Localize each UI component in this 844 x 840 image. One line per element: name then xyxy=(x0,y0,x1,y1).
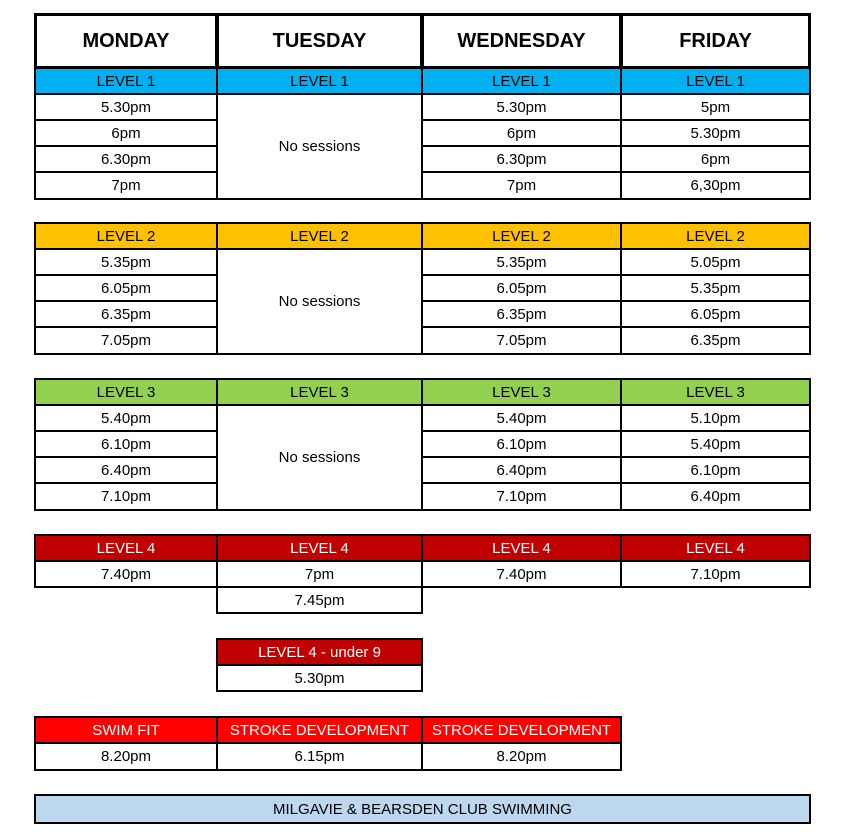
level3-monday-time: 6.10pm xyxy=(34,430,218,458)
stroke-development-time-wednesday: 8.20pm xyxy=(421,742,622,771)
level3-wednesday-time: 6.10pm xyxy=(421,430,622,458)
level1-monday-time: 6pm xyxy=(34,119,218,147)
level2-label-monday: LEVEL 2 xyxy=(34,222,218,250)
header-tuesday: TUESDAY xyxy=(216,13,423,69)
stroke-development-label-wednesday: STROKE DEVELOPMENT xyxy=(421,716,622,744)
level2-tuesday-no-sessions: No sessions xyxy=(216,248,423,355)
level1-monday-time: 7pm xyxy=(34,171,218,200)
level3-friday-time: 6.10pm xyxy=(620,456,811,484)
level2-label-friday: LEVEL 2 xyxy=(620,222,811,250)
level4-label-monday: LEVEL 4 xyxy=(34,534,218,562)
level1-label-friday: LEVEL 1 xyxy=(620,67,811,95)
level2-monday-time: 7.05pm xyxy=(34,326,218,355)
level3-label-tuesday: LEVEL 3 xyxy=(216,378,423,406)
stroke-development-label-tuesday: STROKE DEVELOPMENT xyxy=(216,716,423,744)
level3-wednesday-time: 6.40pm xyxy=(421,456,622,484)
level3-monday-time: 5.40pm xyxy=(34,404,218,432)
level4-label-wednesday: LEVEL 4 xyxy=(421,534,622,562)
level3-monday-time: 6.40pm xyxy=(34,456,218,484)
level3-wednesday-time: 5.40pm xyxy=(421,404,622,432)
level1-monday-time: 5.30pm xyxy=(34,93,218,121)
level1-wednesday-time: 5.30pm xyxy=(421,93,622,121)
level1-monday-time: 6.30pm xyxy=(34,145,218,173)
level1-friday-time: 5.30pm xyxy=(620,119,811,147)
level3-label-monday: LEVEL 3 xyxy=(34,378,218,406)
level3-label-wednesday: LEVEL 3 xyxy=(421,378,622,406)
level2-friday-time: 6.35pm xyxy=(620,326,811,355)
level4-under9-label: LEVEL 4 - under 9 xyxy=(216,638,423,666)
level3-friday-time: 5.10pm xyxy=(620,404,811,432)
level3-tuesday-no-sessions: No sessions xyxy=(216,404,423,511)
club-name-banner: MILGAVIE & BEARSDEN CLUB SWIMMING xyxy=(34,794,811,824)
level3-friday-time: 6.40pm xyxy=(620,482,811,511)
header-friday: FRIDAY xyxy=(620,13,811,69)
level2-friday-time: 5.35pm xyxy=(620,274,811,302)
level1-friday-time: 6,30pm xyxy=(620,171,811,200)
level4-tuesday-time: 7pm xyxy=(216,560,423,588)
level2-label-tuesday: LEVEL 2 xyxy=(216,222,423,250)
level1-friday-time: 5pm xyxy=(620,93,811,121)
level3-friday-time: 5.40pm xyxy=(620,430,811,458)
level1-friday-time: 6pm xyxy=(620,145,811,173)
level2-friday-time: 5.05pm xyxy=(620,248,811,276)
header-wednesday: WEDNESDAY xyxy=(421,13,622,69)
level2-label-wednesday: LEVEL 2 xyxy=(421,222,622,250)
level3-label-friday: LEVEL 3 xyxy=(620,378,811,406)
level1-tuesday-no-sessions: No sessions xyxy=(216,93,423,200)
level2-wednesday-time: 7.05pm xyxy=(421,326,622,355)
level1-label-wednesday: LEVEL 1 xyxy=(421,67,622,95)
level2-friday-time: 6.05pm xyxy=(620,300,811,328)
level4-monday-time: 7.40pm xyxy=(34,560,218,588)
level1-wednesday-time: 7pm xyxy=(421,171,622,200)
level4-label-friday: LEVEL 4 xyxy=(620,534,811,562)
level2-monday-time: 6.05pm xyxy=(34,274,218,302)
level2-monday-time: 5.35pm xyxy=(34,248,218,276)
level3-wednesday-time: 7.10pm xyxy=(421,482,622,511)
level4-wednesday-time: 7.40pm xyxy=(421,560,622,588)
level1-label-monday: LEVEL 1 xyxy=(34,67,218,95)
level2-wednesday-time: 6.35pm xyxy=(421,300,622,328)
level1-wednesday-time: 6.30pm xyxy=(421,145,622,173)
level2-wednesday-time: 6.05pm xyxy=(421,274,622,302)
level2-monday-time: 6.35pm xyxy=(34,300,218,328)
swim-fit-time: 8.20pm xyxy=(34,742,218,771)
level4-friday-time: 7.10pm xyxy=(620,560,811,588)
level4-under9-time: 5.30pm xyxy=(216,664,423,692)
level1-wednesday-time: 6pm xyxy=(421,119,622,147)
level2-wednesday-time: 5.35pm xyxy=(421,248,622,276)
stroke-development-time-tuesday: 6.15pm xyxy=(216,742,423,771)
header-monday: MONDAY xyxy=(34,13,218,69)
level3-monday-time: 7.10pm xyxy=(34,482,218,511)
level4-label-tuesday: LEVEL 4 xyxy=(216,534,423,562)
swim-fit-label: SWIM FIT xyxy=(34,716,218,744)
level4-tuesday-time: 7.45pm xyxy=(216,586,423,614)
level1-label-tuesday: LEVEL 1 xyxy=(216,67,423,95)
